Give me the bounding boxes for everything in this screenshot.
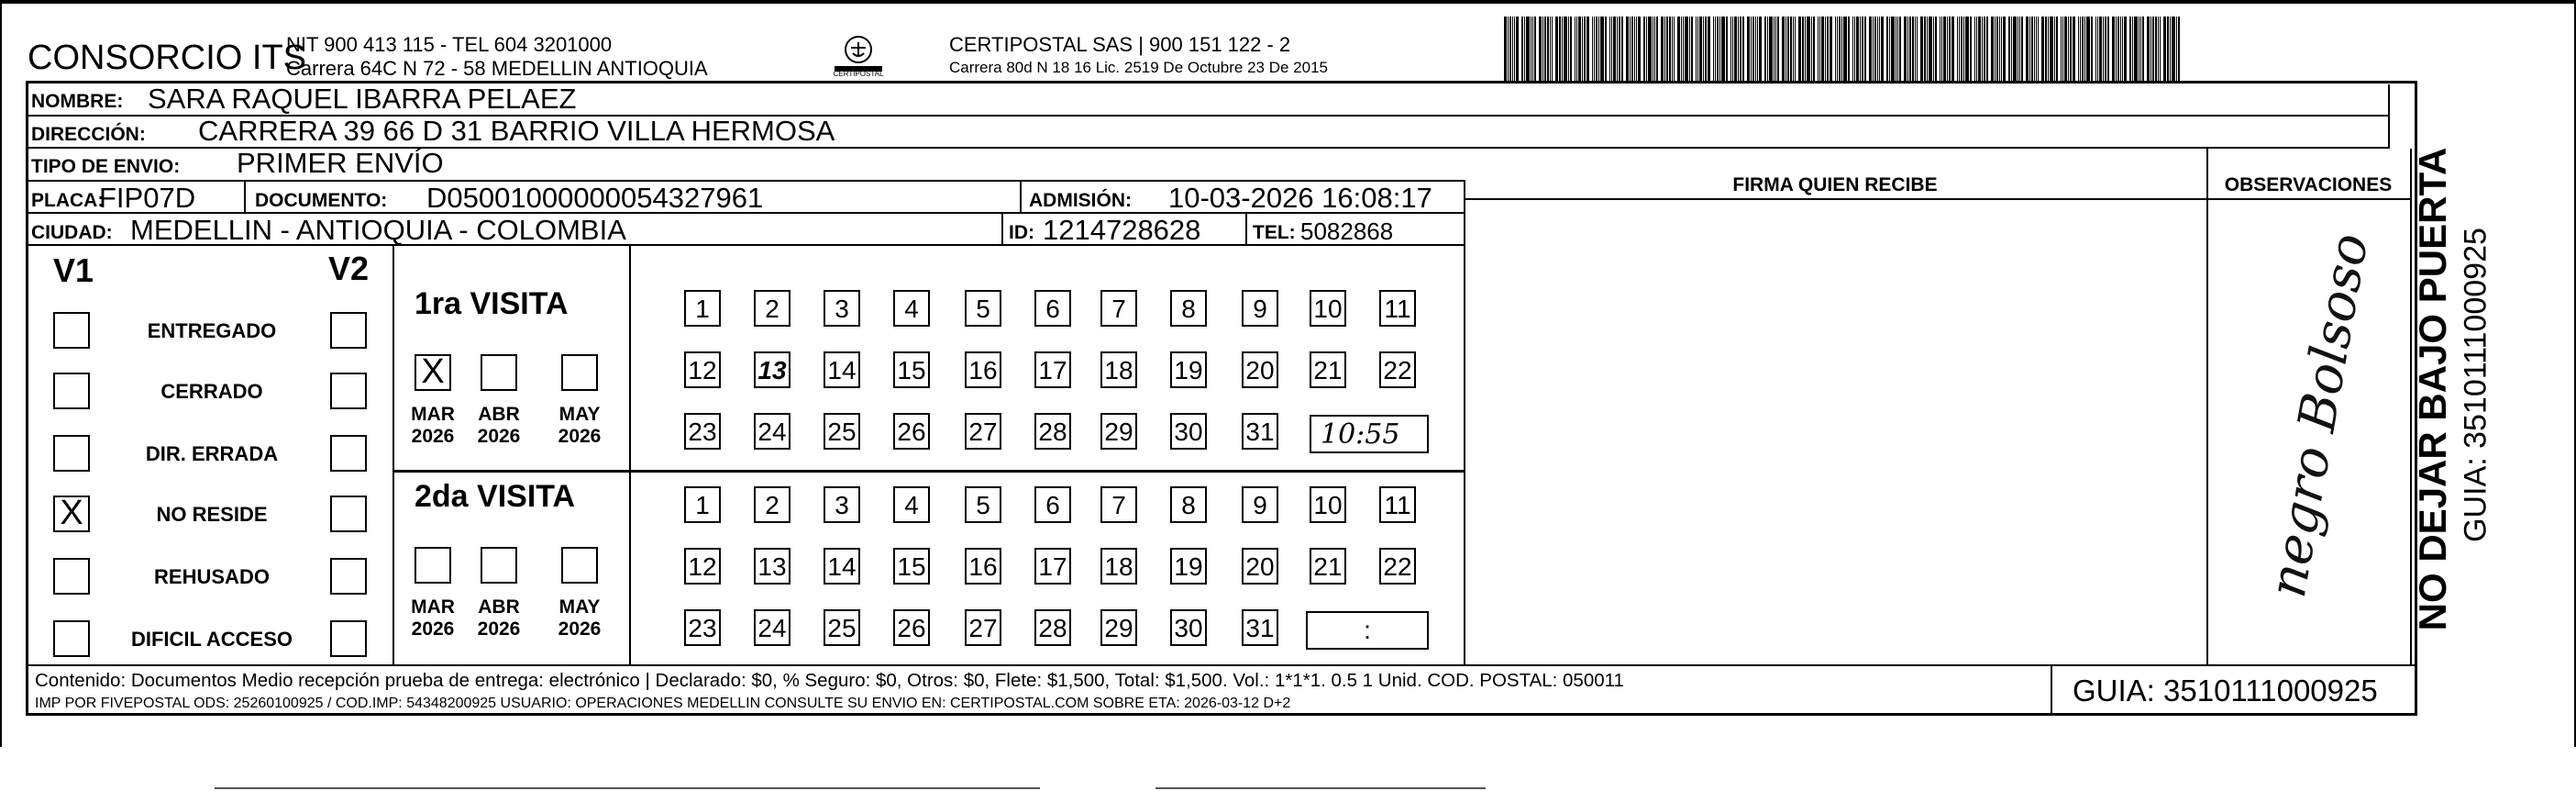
month-col-line (629, 246, 631, 666)
day-box[interactable]: 5 (965, 290, 1001, 327)
ciudad-label: CIUDAD: (31, 222, 113, 243)
company-address: Carrera 64C N 72 - 58 MEDELLIN ANTIOQUIA (286, 57, 708, 80)
firma-left-line (1464, 180, 1465, 666)
v2-checkbox[interactable] (330, 373, 367, 409)
firma-header: FIRMA QUIEN RECIBE (1732, 174, 1938, 195)
month-label: ABR (478, 404, 520, 425)
visit-divider-line (392, 470, 1464, 473)
day-box[interactable]: 28 (1034, 413, 1071, 450)
month-label: MAY (558, 404, 601, 425)
status-label: ENTREGADO (147, 319, 277, 342)
day-box[interactable]: 8 (1170, 486, 1207, 523)
day-box[interactable]: 20 (1242, 548, 1278, 585)
side-guia-text: GUIA: 3510111000925 (2458, 228, 2493, 542)
no-dejar-bajo-puerta-text: NO DEJAR BAJO PUERTA (2411, 147, 2454, 631)
day-box[interactable]: 30 (1170, 609, 1207, 646)
visit2-time: : (1364, 616, 1371, 644)
nombre-label: NOMBRE: (31, 91, 124, 112)
day-box[interactable]: 9 (1242, 486, 1278, 523)
visit2-time-box[interactable] (1306, 611, 1429, 650)
status-label: CERRADO (160, 380, 263, 403)
month-label: MAY (558, 596, 601, 618)
certipostal-address: Carrera 80d N 18 16 Lic. 2519 De Octubre 23 De 2015 (949, 59, 1328, 76)
month-checkbox-may[interactable] (561, 547, 598, 584)
day-box[interactable]: 25 (824, 609, 860, 646)
v1-checkbox[interactable]: X (53, 496, 90, 532)
day-box[interactable]: 9 (1242, 290, 1278, 327)
day-box[interactable]: 21 (1310, 548, 1346, 585)
day-box[interactable]: 14 (824, 351, 860, 388)
day-box[interactable]: 24 (754, 413, 790, 450)
day-box[interactable]: 24 (754, 609, 790, 646)
id-divider (1001, 214, 1003, 244)
tel-value: 5082868 (1300, 217, 1394, 245)
day-box[interactable]: 1 (684, 290, 721, 327)
day-box[interactable]: 15 (893, 548, 930, 585)
day-box[interactable]: 17 (1034, 548, 1071, 585)
v1-checkbox[interactable] (53, 373, 90, 409)
day-box[interactable]: 7 (1100, 486, 1137, 523)
day-box[interactable]: 17 (1034, 351, 1071, 388)
month-checkbox-mar[interactable] (415, 547, 451, 584)
day-box[interactable]: 26 (893, 413, 930, 450)
footer-line2: IMP POR FIVEPOSTAL ODS: 25260100925 / COD.IMP: 54348200925 USUARIO: OPERACIONES MEDELLIN CONSULTE SU ENVIO EN: CERTIPOSTAL.COM SOBRE ETA: 2026-03-12 D+2 (35, 696, 1291, 711)
day-box[interactable]: 16 (965, 351, 1001, 388)
visit1-title: 1ra VISITA (415, 286, 569, 321)
v2-label: V2 (328, 250, 370, 287)
row-ciudad (28, 214, 1464, 246)
admision-divider (1020, 182, 1022, 212)
day-box[interactable]: 27 (965, 609, 1001, 646)
placa-value: FIP07D (99, 182, 196, 214)
v1-checkbox[interactable] (53, 620, 90, 657)
status-label: NO RESIDE (156, 503, 268, 526)
day-box[interactable]: 25 (824, 413, 860, 450)
nombre-value: SARA RAQUEL IBARRA PELAEZ (148, 83, 577, 115)
day-box[interactable]: 27 (965, 413, 1001, 450)
day-box[interactable]: 23 (684, 413, 721, 450)
day-box[interactable]: 23 (684, 609, 721, 646)
col-header-line (1464, 198, 2410, 200)
footer-line1: Contenido: Documentos Medio recepción prueba de entrega: electrónico | Declarado: $0, % Seguro: $0, Otros: $0, Flete: $1,500, Total: $1,500. Vol.: 1*1*1. 0.5 1 Unid. COD. POSTAL: 050011 (35, 670, 1624, 691)
day-box[interactable]: 16 (965, 548, 1001, 585)
day-box[interactable]: 14 (824, 548, 860, 585)
status-label: REHUSADO (154, 565, 270, 588)
day-box[interactable]: 7 (1100, 290, 1137, 327)
admision-label: ADMISIÓN: (1029, 190, 1132, 211)
day-box[interactable]: 29 (1100, 413, 1137, 450)
id-value: 1214728628 (1043, 214, 1201, 246)
documento-label: DOCUMENTO: (255, 190, 388, 211)
day-box[interactable]: 20 (1242, 351, 1278, 388)
certipostal-logo-text: CERTIPOSTAL (833, 70, 884, 78)
v2-checkbox[interactable] (330, 312, 367, 349)
month-year: 2026 (411, 426, 455, 447)
day-box[interactable]: 22 (1379, 351, 1416, 388)
day-box[interactable]: 12 (684, 548, 721, 585)
barcode (1504, 17, 2183, 81)
bottom-line-left (215, 787, 1040, 789)
tipo-label: TIPO DE ENVIO: (31, 156, 181, 177)
row-right-line (2388, 84, 2390, 149)
month-year: 2026 (477, 426, 521, 447)
id-label: ID: (1009, 222, 1034, 243)
day-box[interactable]: 11 (1379, 290, 1416, 327)
status-block-right-line (392, 246, 394, 666)
ciudad-value: MEDELLIN - ANTIOQUIA - COLOMBIA (130, 214, 626, 246)
footer-guia-box (2051, 664, 2417, 716)
day-box[interactable]: 22 (1379, 548, 1416, 585)
month-label: MAR (411, 404, 455, 425)
visit1-time-box[interactable] (1310, 415, 1429, 453)
day-box[interactable]: 2 (754, 486, 790, 523)
day-box[interactable]: 1 (684, 486, 721, 523)
observation-handwriting: negro Bolsoso (2257, 228, 2381, 602)
day-box[interactable]: 2 (754, 290, 790, 327)
direccion-value: CARRERA 39 66 D 31 BARRIO VILLA HERMOSA (198, 115, 835, 147)
day-box[interactable]: 3 (824, 290, 860, 327)
status-label: DIFICIL ACCESO (130, 628, 293, 651)
month-checkbox-may[interactable] (561, 354, 598, 391)
documento-value: D05001000000054327961 (426, 182, 764, 214)
month-year: 2026 (477, 618, 521, 640)
day-box[interactable]: 4 (893, 486, 930, 523)
observaciones-left-line (2206, 149, 2208, 666)
tipo-value: PRIMER ENVÍO (237, 147, 444, 179)
placa-divider (244, 182, 246, 212)
day-box[interactable]: 26 (893, 609, 930, 646)
v2-checkbox[interactable] (330, 620, 367, 657)
day-box[interactable]: 11 (1379, 486, 1416, 523)
day-box[interactable]: 5 (965, 486, 1001, 523)
certipostal-line: CERTIPOSTAL SAS | 900 151 122 - 2 (949, 33, 1291, 56)
nit-line: NIT 900 413 115 - TEL 604 3201000 (286, 33, 613, 56)
row-direccion (28, 117, 2389, 149)
month-label: ABR (478, 596, 520, 618)
direccion-label: DIRECCIÓN: (31, 124, 146, 145)
visit1-time: 10:55 (1321, 418, 1400, 451)
day-box[interactable]: 10 (1310, 290, 1346, 327)
tel-divider (1245, 214, 1247, 244)
bottom-line-right (1155, 787, 1486, 789)
v2-checkbox[interactable] (330, 435, 367, 472)
v2-checkbox[interactable] (330, 558, 367, 595)
admision-value: 10-03-2026 16:08:17 (1168, 182, 1432, 214)
v1-checkbox[interactable] (53, 312, 90, 349)
day-box[interactable]: 31 (1242, 413, 1278, 450)
month-checkbox-mar[interactable]: X (415, 354, 451, 391)
footer-guia: GUIA: 3510111000925 (2073, 674, 2378, 707)
company-name: CONSORCIO ITS (28, 39, 307, 77)
tel-label: TEL: (1253, 222, 1296, 243)
day-box[interactable]: 8 (1170, 290, 1207, 327)
day-box[interactable]: 6 (1034, 486, 1071, 523)
day-box[interactable]: 21 (1310, 351, 1346, 388)
day-box[interactable]: 12 (684, 351, 721, 388)
month-year: 2026 (558, 426, 602, 447)
v1-checkbox[interactable] (53, 435, 90, 472)
day-box[interactable]: 13 (754, 548, 790, 585)
day-box[interactable]: 15 (893, 351, 930, 388)
day-box[interactable]: 19 (1170, 548, 1207, 585)
v2-checkbox[interactable] (330, 496, 367, 532)
day-box[interactable]: 19 (1170, 351, 1207, 388)
month-year: 2026 (411, 618, 455, 640)
day-box[interactable]: 3 (824, 486, 860, 523)
row-nombre (28, 84, 2389, 117)
day-box[interactable]: 30 (1170, 413, 1207, 450)
v1-checkbox[interactable] (53, 558, 90, 595)
day-box[interactable]: 10 (1310, 486, 1346, 523)
status-label: DIR. ERRADA (145, 442, 279, 465)
day-box[interactable]: 31 (1242, 609, 1278, 646)
month-checkbox-abr[interactable] (481, 547, 517, 584)
day-box[interactable]: 18 (1100, 351, 1137, 388)
placa-label: PLACA: (31, 190, 105, 211)
day-box[interactable]: 6 (1034, 290, 1071, 327)
day-box[interactable]: 28 (1034, 609, 1071, 646)
row-placa (28, 182, 1464, 214)
month-label: MAR (411, 596, 455, 618)
observaciones-header: OBSERVACIONES (2224, 174, 2393, 195)
day-box[interactable]: 18 (1100, 548, 1137, 585)
visit2-title: 2da VISITA (415, 479, 576, 514)
day-box[interactable]: 29 (1100, 609, 1137, 646)
v1-label: V1 (53, 251, 94, 289)
month-checkbox-abr[interactable] (481, 354, 517, 391)
day-box[interactable]: 13 (754, 351, 790, 388)
month-year: 2026 (558, 618, 602, 640)
day-box[interactable]: 4 (893, 290, 930, 327)
